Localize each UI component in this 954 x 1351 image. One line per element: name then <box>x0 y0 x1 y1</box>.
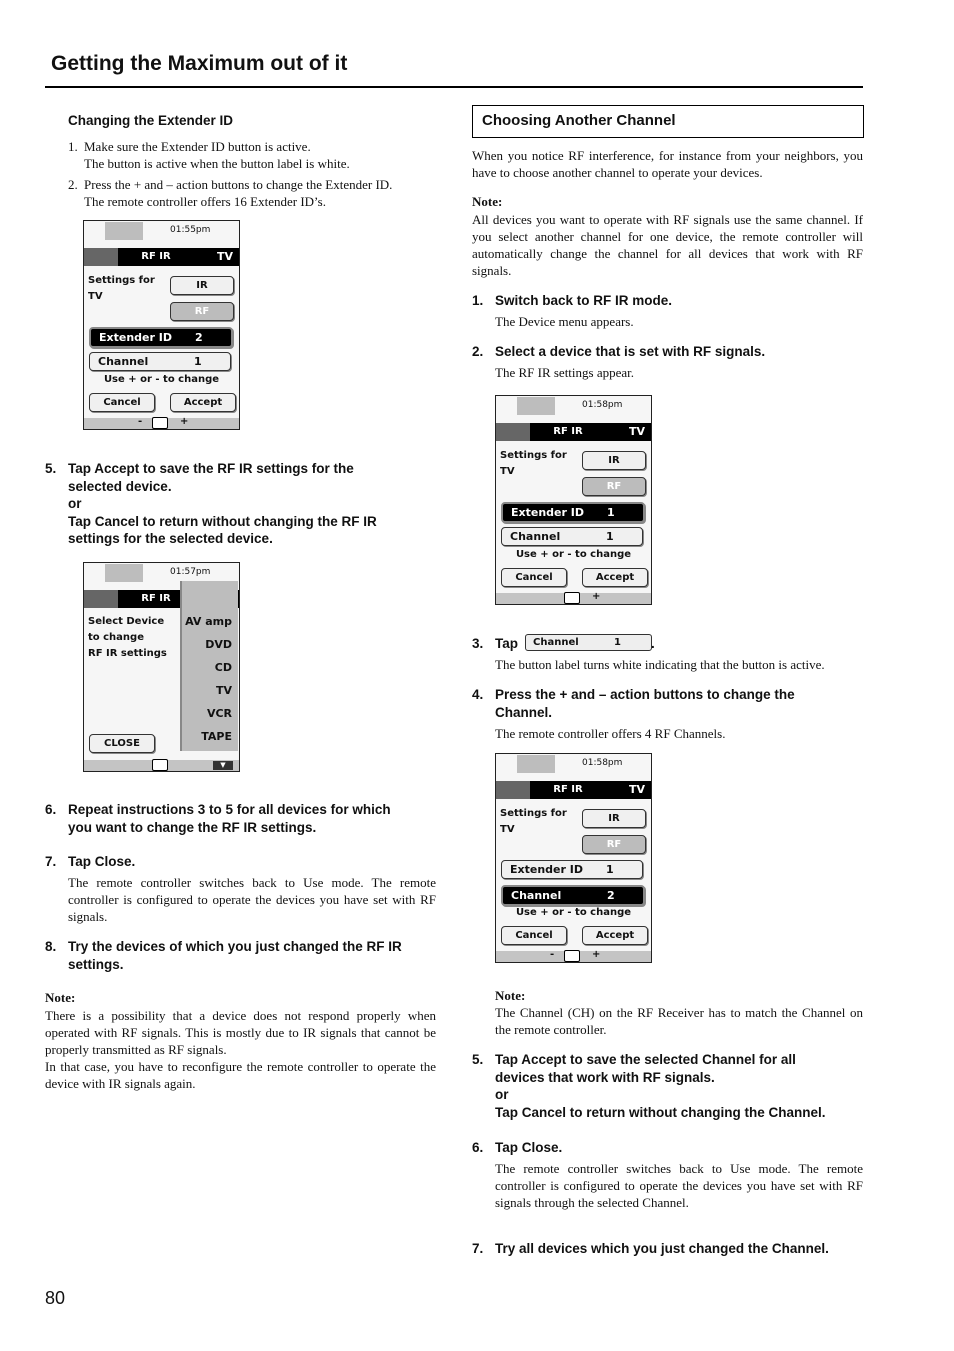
note-label: Note: <box>472 194 503 209</box>
step-1-body: The Device menu appears. <box>495 314 634 329</box>
section-heading-box <box>472 105 864 138</box>
device-name: TV <box>216 250 233 263</box>
device-item-dvd[interactable]: DVD <box>205 638 232 651</box>
title-rule <box>45 86 863 88</box>
subhead-extender-id: Changing the Extender ID <box>68 113 234 128</box>
settings-device: TV <box>500 824 515 835</box>
device-item-tv[interactable]: TV <box>215 684 232 697</box>
page-title: Getting the Maximum out of it <box>51 52 348 75</box>
ir-button[interactable]: IR <box>170 276 234 295</box>
step-7-left: 7. Tap Close. <box>45 854 136 869</box>
accept-button[interactable]: Accept <box>170 393 236 412</box>
status-block <box>105 222 143 240</box>
device-item-vcr[interactable]: VCR <box>206 707 232 720</box>
bottom-bar <box>496 951 651 962</box>
note-paragraph: There is a possibility that a device does not respond properly when operated with RF signals. This is mostly due to IR signals that cannot be properly transmitted as RF signals. <box>45 1008 436 1057</box>
cancel-button[interactable]: Cancel <box>501 568 567 587</box>
settings-device: TV <box>88 291 103 302</box>
back-tab[interactable] <box>84 590 118 608</box>
rf-button[interactable]: RF <box>582 477 646 496</box>
channel-button[interactable]: Channel 2 <box>501 885 645 906</box>
ir-button[interactable]: IR <box>582 809 646 828</box>
device-item-cd[interactable]: CD <box>214 661 232 674</box>
page-number: 80 <box>45 1288 66 1308</box>
instruction-line: to change <box>88 632 144 643</box>
plus-button[interactable]: + <box>592 949 601 960</box>
step-3-body: The button label turns white indicating that the button is active. <box>495 657 825 672</box>
step-7-right: 7. Try all devices which you just changed the Channel. <box>472 1241 829 1256</box>
step-1-right: 1. Switch back to RF IR mode. <box>472 293 673 308</box>
accept-button[interactable]: Accept <box>582 568 648 587</box>
settings-device: TV <box>500 466 515 477</box>
settings-label: Settings for <box>88 275 155 286</box>
status-block <box>517 397 555 415</box>
note-label: Note: <box>45 990 76 1005</box>
step-2-body: The RF IR settings appear. <box>495 365 635 380</box>
hint-text: Use + or - to change <box>103 374 220 385</box>
rf-button[interactable]: RF <box>170 302 234 321</box>
ir-button[interactable]: IR <box>582 451 646 470</box>
bottom-bar <box>84 760 239 771</box>
hint-text: Use + or - to change <box>515 549 632 560</box>
cancel-button[interactable]: Cancel <box>501 926 567 945</box>
step-4-body: The remote controller offers 4 RF Channels. <box>495 726 726 741</box>
note-paragraph: In that case, you have to reconfigure the remote controller to operate the device with IR signals again. <box>45 1059 436 1091</box>
step-4-right: 4. Press the + and – action buttons to change the Channel. <box>472 687 795 720</box>
back-tab[interactable] <box>496 781 530 799</box>
device-name: TV <box>628 783 645 796</box>
note-label: Note: <box>495 988 526 1003</box>
device-item-tape[interactable]: TAPE <box>201 730 232 743</box>
status-block <box>517 755 555 773</box>
note-paragraph: All devices you want to operate with RF signals use the same channel. If you select another channel for one device, the remote controller will automatically change the channel for all devices that work with RF signals. <box>472 212 863 278</box>
back-tab[interactable] <box>84 248 118 266</box>
extender-id-button[interactable]: Extender ID 2 <box>89 327 233 348</box>
device-item-av-amp[interactable]: AV amp <box>185 615 232 628</box>
menu-icon[interactable] <box>564 950 580 962</box>
channel-button[interactable]: Channel 1 <box>501 527 643 546</box>
rf-ir-mode-label: RF IR <box>542 781 594 799</box>
step-5-left: 5. Tap Accept to save the RF IR settings for the selected device. or Tap Cancel to return without changing the RF IR settings for the selected device. <box>45 461 377 546</box>
step-8-left: 8. Try the devices of which you just changed the RF IR settings. <box>45 939 402 972</box>
device-name: TV <box>628 425 645 438</box>
device-screen-extender-id-2 <box>83 220 240 430</box>
rf-ir-mode-label: RF IR <box>542 423 594 441</box>
instruction-line: RF IR settings <box>88 648 167 659</box>
channel-button-inline: Channel 1 <box>525 634 652 651</box>
rf-ir-mode-label: RF IR <box>130 248 182 266</box>
menu-icon[interactable] <box>152 759 168 771</box>
clock: 01:58pm <box>582 758 623 768</box>
bottom-bar <box>84 418 239 429</box>
device-list-panel <box>180 581 238 751</box>
back-tab[interactable] <box>496 423 530 441</box>
rf-ir-mode-label: RF IR <box>130 590 182 608</box>
clock: 01:55pm <box>170 225 211 235</box>
list-item: 1. Make sure the Extender ID button is active. The button is active when the button label is white. <box>68 139 350 171</box>
cancel-button[interactable]: Cancel <box>89 393 155 412</box>
clock: 01:57pm <box>170 567 211 577</box>
intro-paragraph: When you notice RF interference, for instance from your neighbors, you have to choose another channel to operate your devices. <box>472 148 863 180</box>
step-7-body: The remote controller switches back to Use mode. The remote controller is configured to operate the devices you have set with RF signals. <box>68 875 436 924</box>
settings-label: Settings for <box>500 450 567 461</box>
list-item: 2. Press the + and – action buttons to change the Extender ID. The remote controller offers 16 Extender ID’s. <box>68 177 393 209</box>
step-2-right: 2. Select a device that is set with RF signals. <box>472 344 766 359</box>
menu-icon[interactable] <box>564 592 580 604</box>
scroll-down-icon[interactable]: ▼ <box>213 761 233 770</box>
step-6-left: 6. Repeat instructions 3 to 5 for all devices for which you want to change the RF IR settings. <box>45 802 391 835</box>
instruction-line: Select Device <box>88 616 165 627</box>
settings-label: Settings for <box>500 808 567 819</box>
plus-button[interactable]: + <box>180 416 189 427</box>
extender-id-button[interactable]: Extender ID 1 <box>501 860 643 879</box>
bottom-bar <box>496 593 651 604</box>
minus-button[interactable]: - <box>138 416 143 427</box>
channel-button[interactable]: Channel 1 <box>89 352 231 371</box>
step-5-right: 5. Tap Accept to save the selected Channel for all devices that work with RF signals. or Tap Cancel to return without changing the Channel. <box>472 1052 826 1120</box>
step-6-right: 6. Tap Close. <box>472 1140 563 1155</box>
step-3-right: 3. Tap <box>472 636 518 651</box>
menu-icon[interactable] <box>152 417 168 429</box>
step-6-body: The remote controller switches back to Use mode. The remote controller is configured to operate the devices you have set with RF signals through the selected Channel. <box>495 1161 863 1210</box>
close-button[interactable]: CLOSE <box>89 734 155 753</box>
rf-button[interactable]: RF <box>582 835 646 854</box>
extender-id-button[interactable]: Extender ID 1 <box>501 502 645 523</box>
device-screen-extender-id-1 <box>495 395 652 605</box>
step-3-period: . <box>651 636 655 651</box>
minus-button[interactable]: - <box>550 949 555 960</box>
plus-button[interactable]: + <box>592 591 601 602</box>
hint-text: Use + or - to change <box>515 907 632 918</box>
clock: 01:58pm <box>582 400 623 410</box>
device-screen-select-device <box>83 562 240 772</box>
device-screen-channel-2 <box>495 753 652 963</box>
status-block <box>105 564 143 582</box>
section-heading: Choosing Another Channel <box>482 112 676 129</box>
note-paragraph: The Channel (CH) on the RF Receiver has to match the Channel on the remote controller. <box>495 1005 863 1037</box>
accept-button[interactable]: Accept <box>582 926 648 945</box>
